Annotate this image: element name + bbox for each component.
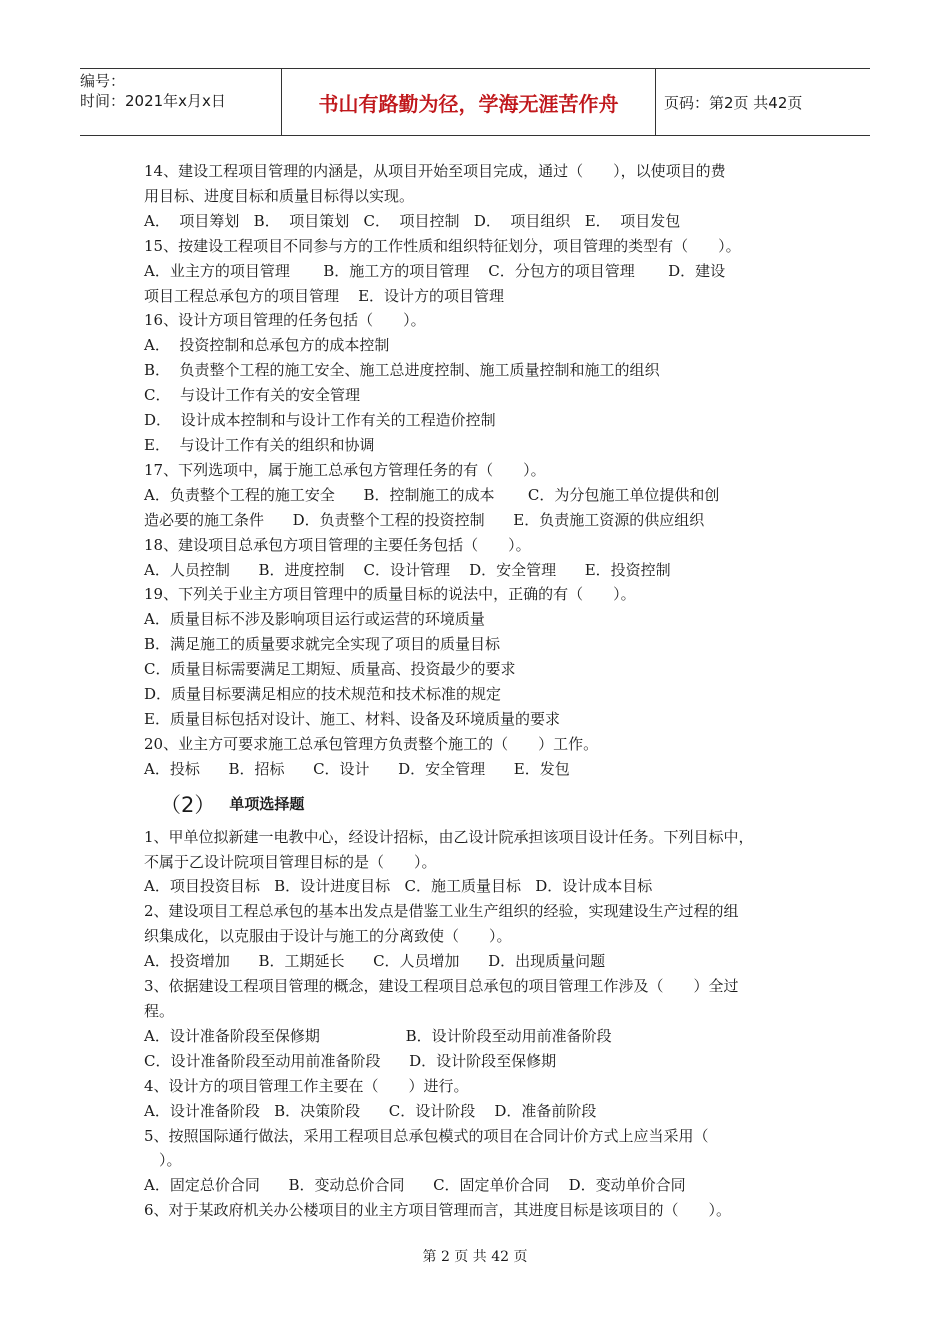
text-line: A．业主方的项目管理 B．施工方的项目管理 C．分包方的项目管理 D．建设 bbox=[144, 261, 726, 280]
document-date-label: 时间：2021年x月x日 bbox=[80, 92, 226, 110]
text-line: 17、下列选项中，属于施工总承包方管理任务的有（ ）。 bbox=[144, 460, 546, 479]
text-line: D． 设计成本控制和与设计工作有关的工程造价控制 bbox=[144, 411, 496, 430]
text-line: 6、对于某政府机关办公楼项目的业主方项目管理而言，其进度目标是该项目的（ ）。 bbox=[144, 1201, 732, 1220]
text-line: B． 负责整个工程的施工安全、施工总进度控制、施工质量控制和施工的组织 bbox=[144, 361, 660, 380]
text-line: 4、设计方的项目管理工作主要在（ ）进行。 bbox=[144, 1076, 469, 1095]
text-line: C． 与设计工作有关的安全管理 bbox=[144, 386, 361, 405]
text-line: 2、建设项目工程总承包的基本出发点是借鉴工业生产组织的经验，实现建设生产过程的组 bbox=[144, 902, 739, 921]
text-line: B．满足施工的质量要求就完全实现了项目的质量目标 bbox=[144, 635, 501, 654]
document-body bbox=[144, 159, 824, 1223]
section-heading bbox=[144, 783, 824, 825]
text-line: 15、按建设工程项目不同参与方的工作性质和组织特征划分，项目管理的类型有（ ）。 bbox=[144, 236, 741, 255]
text-line: A．设计准备阶段至保修期 B．设计阶段至动用前准备阶段 bbox=[144, 1026, 612, 1045]
multiple-choice-questions bbox=[144, 159, 824, 782]
text-line: A．设计准备阶段 B．决策阶段 C．设计阶段 D．准备前阶段 bbox=[144, 1101, 597, 1120]
text-line: 织集成化，以克服由于设计与施工的分离致使（ ）。 bbox=[144, 927, 512, 946]
text-line: A．投资增加 B．工期延长 C．人员增加 D．出现质量问题 bbox=[144, 952, 606, 971]
text-line: 14、建设工程项目管理的内涵是，从项目开始至项目完成，通过（ ），以使项目的费 bbox=[144, 162, 726, 180]
text-line: 不属于乙设计院项目管理目标的是（ ）。 bbox=[144, 852, 437, 871]
header-page-info: 页码：第2页 共42页 bbox=[664, 93, 803, 112]
text-line: A．负责整个工程的施工安全 B．控制施工的成本 C．为分包施工单位提供和创 bbox=[144, 485, 720, 504]
page-header bbox=[80, 68, 870, 136]
text-line: C．质量目标需要满足工期短、质量高、投资最少的要求 bbox=[144, 660, 516, 679]
text-line: 造必要的施工条件 D．负责整个工程的投资控制 E．负责施工资源的供应组织 bbox=[144, 510, 705, 529]
header-motto-cell bbox=[282, 69, 656, 135]
text-line: E．质量目标包括对设计、施工、材料、设备及环境质量的要求 bbox=[144, 709, 560, 728]
text-line: A．质量目标不涉及影响项目运行或运营的环境质量 bbox=[144, 610, 485, 629]
text-line: 3、依据建设工程项目管理的概念，建设工程项目总承包的项目管理工作涉及（ ）全过 bbox=[144, 977, 739, 996]
text-line: ）。 bbox=[144, 1151, 182, 1170]
text-line: A．人员控制 B．进度控制 C．设计管理 D．安全管理 E．投资控制 bbox=[144, 560, 671, 579]
text-line: 16、设计方项目管理的任务包括（ ）。 bbox=[144, 311, 426, 330]
text-line: A．固定总价合同 B．变动总价合同 C．固定单价合同 D．变动单价合同 bbox=[144, 1176, 686, 1195]
text-line: 20、业主方可要求施工总承包管理方负责整个施工的（ ）工作。 bbox=[144, 734, 599, 753]
text-line: 5、按照国际通行做法，采用工程项目总承包模式的项目在合同计价方式上应当采用（ bbox=[144, 1126, 709, 1145]
text-line: 用目标、进度目标和质量目标得以实现。 bbox=[144, 186, 415, 205]
section-title: 单项选择题 bbox=[229, 795, 305, 814]
text-line: A． 项目筹划 B． 项目策划 C． 项目控制 D． 项目组织 E． 项目发包 bbox=[144, 211, 681, 230]
header-info-cell bbox=[80, 69, 282, 135]
page-footer: 第 2 页 共 42 页 bbox=[422, 1249, 528, 1265]
header-motto: 书山有路勤为径，学海无涯苦作舟 bbox=[318, 91, 619, 116]
header-page-cell bbox=[656, 69, 870, 135]
text-line: 18、建设项目总承包方项目管理的主要任务包括（ ）。 bbox=[144, 535, 531, 554]
text-line: A． 投资控制和总承包方的成本控制 bbox=[144, 336, 390, 355]
text-line: E． 与设计工作有关的组织和协调 bbox=[144, 435, 375, 454]
text-line: A．项目投资目标 B．设计进度目标 C．施工质量目标 D．设计成本目标 bbox=[144, 877, 653, 896]
single-choice-questions bbox=[144, 825, 824, 1224]
text-line: 1、甲单位拟新建一电教中心，经设计招标，由乙设计院承担该项目设计任务。下列目标中， bbox=[144, 827, 754, 846]
text-line: D．质量目标要满足相应的技术规范和技术标准的规定 bbox=[144, 685, 502, 704]
document-number-label: 编号： bbox=[80, 72, 126, 90]
text-line: 19、下列关于业主方项目管理中的质量目标的说法中，正确的有（ ）。 bbox=[144, 585, 636, 604]
text-line: A．投标 B．招标 C．设计 D．安全管理 E．发包 bbox=[144, 759, 570, 778]
text-line: 项目工程总承包方的项目管理 E．设计方的项目管理 bbox=[144, 286, 505, 305]
text-line: C．设计准备阶段至动用前准备阶段 D．设计阶段至保修期 bbox=[144, 1051, 557, 1070]
section-number: （2） bbox=[160, 792, 216, 817]
text-line: 程。 bbox=[144, 1002, 175, 1020]
